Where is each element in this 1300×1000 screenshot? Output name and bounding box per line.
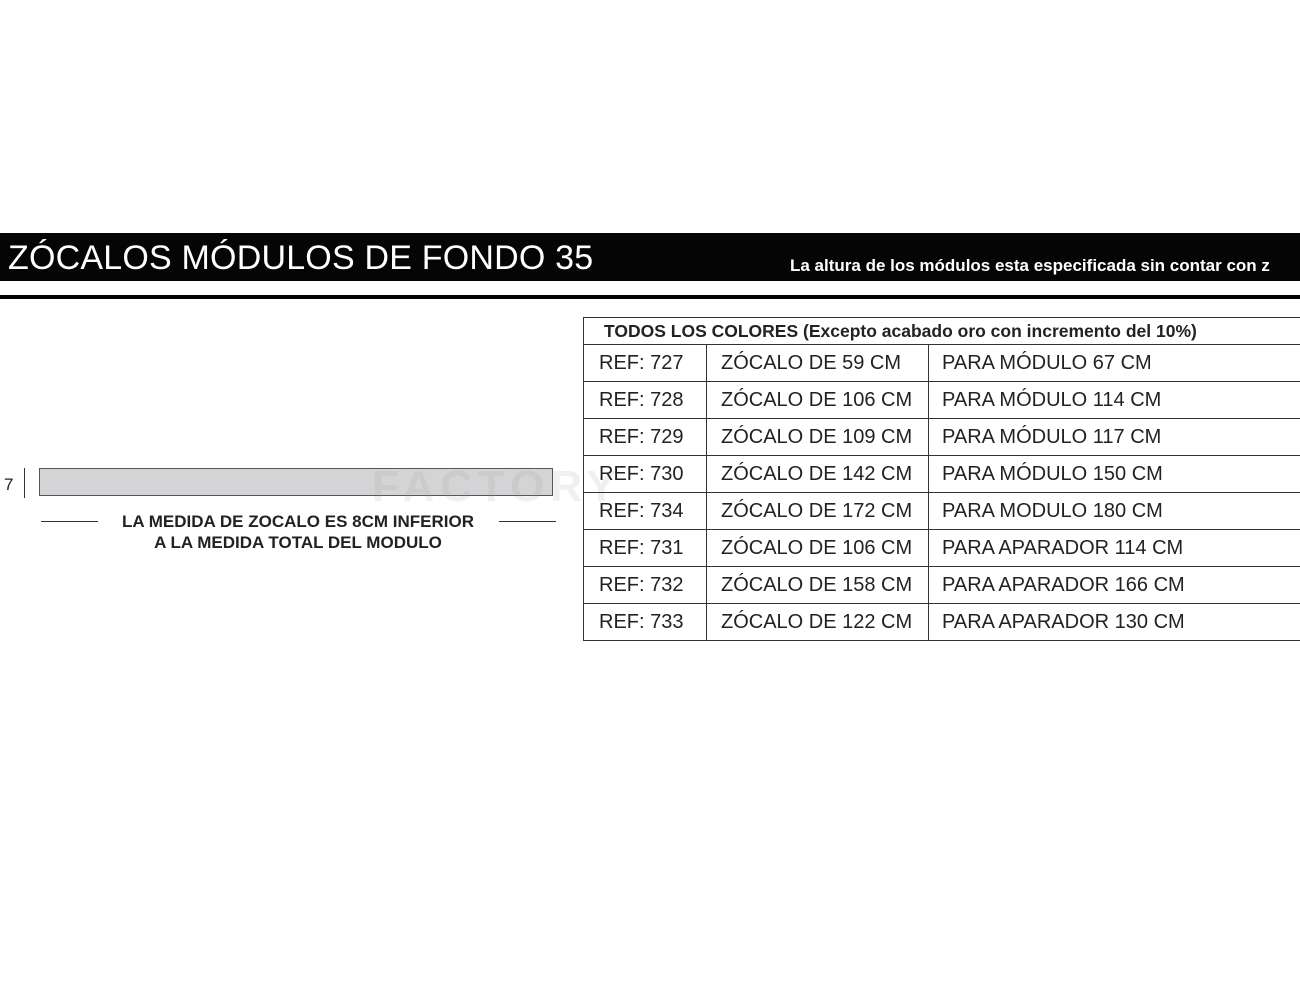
table-row bbox=[584, 345, 1300, 382]
ref-cell: REF: 734 bbox=[584, 493, 707, 530]
plinth-size-cell: ZÓCALO DE 172 CM bbox=[707, 493, 929, 530]
module-size-cell: PARA APARADOR 166 CM bbox=[929, 567, 1300, 604]
ref-cell: REF: 733 bbox=[584, 604, 707, 641]
page-subtitle: La altura de los módulos esta especificada sin contar con z bbox=[790, 256, 1270, 275]
module-size-cell: PARA MÓDULO 117 CM bbox=[929, 419, 1300, 456]
table-row bbox=[584, 567, 1300, 604]
ref-cell: REF: 729 bbox=[584, 419, 707, 456]
table-row bbox=[584, 456, 1300, 493]
module-size-cell: PARA MÓDULO 150 CM bbox=[929, 456, 1300, 493]
plinth-size-cell: ZÓCALO DE 59 CM bbox=[707, 345, 929, 382]
module-size-cell: PARA MODULO 180 CM bbox=[929, 493, 1300, 530]
dimension-tick bbox=[24, 468, 25, 498]
table-row bbox=[584, 493, 1300, 530]
module-size-cell: PARA APARADOR 130 CM bbox=[929, 604, 1300, 641]
table-row bbox=[584, 530, 1300, 567]
module-size-cell: PARA APARADOR 114 CM bbox=[929, 530, 1300, 567]
plinth-note-line-1: LA MEDIDA DE ZOCALO ES 8CM INFERIOR bbox=[122, 512, 474, 531]
table-header: TODOS LOS COLORES (Excepto acabado oro con incremento del 10%) bbox=[584, 318, 1300, 345]
plinth-size-cell: ZÓCALO DE 122 CM bbox=[707, 604, 929, 641]
plinth-diagram bbox=[39, 468, 553, 496]
ref-cell: REF: 728 bbox=[584, 382, 707, 419]
header-bar bbox=[0, 233, 1300, 281]
plinth-size-cell: ZÓCALO DE 142 CM bbox=[707, 456, 929, 493]
dimension-label: 7 bbox=[4, 475, 14, 494]
plinth-size-cell: ZÓCALO DE 158 CM bbox=[707, 567, 929, 604]
module-size-cell: PARA MÓDULO 67 CM bbox=[929, 345, 1300, 382]
plinth-size-cell: ZÓCALO DE 106 CM bbox=[707, 530, 929, 567]
table-row bbox=[584, 419, 1300, 456]
ref-cell: REF: 731 bbox=[584, 530, 707, 567]
plinth-note bbox=[100, 511, 496, 553]
plinth-note-line-2: A LA MEDIDA TOTAL DEL MODULO bbox=[154, 533, 442, 552]
ref-cell: REF: 730 bbox=[584, 456, 707, 493]
ref-cell: REF: 727 bbox=[584, 345, 707, 382]
ref-cell: REF: 732 bbox=[584, 567, 707, 604]
table-row bbox=[584, 604, 1300, 641]
note-line-right bbox=[499, 521, 556, 522]
table-row bbox=[584, 382, 1300, 419]
module-size-cell: PARA MÓDULO 114 CM bbox=[929, 382, 1300, 419]
plinth-reference-table bbox=[583, 317, 1300, 641]
header-divider bbox=[0, 295, 1300, 299]
plinth-size-cell: ZÓCALO DE 106 CM bbox=[707, 382, 929, 419]
plinth-size-cell: ZÓCALO DE 109 CM bbox=[707, 419, 929, 456]
page-title: ZÓCALOS MÓDULOS DE FONDO 35 bbox=[8, 239, 594, 277]
note-line-left bbox=[41, 521, 98, 522]
